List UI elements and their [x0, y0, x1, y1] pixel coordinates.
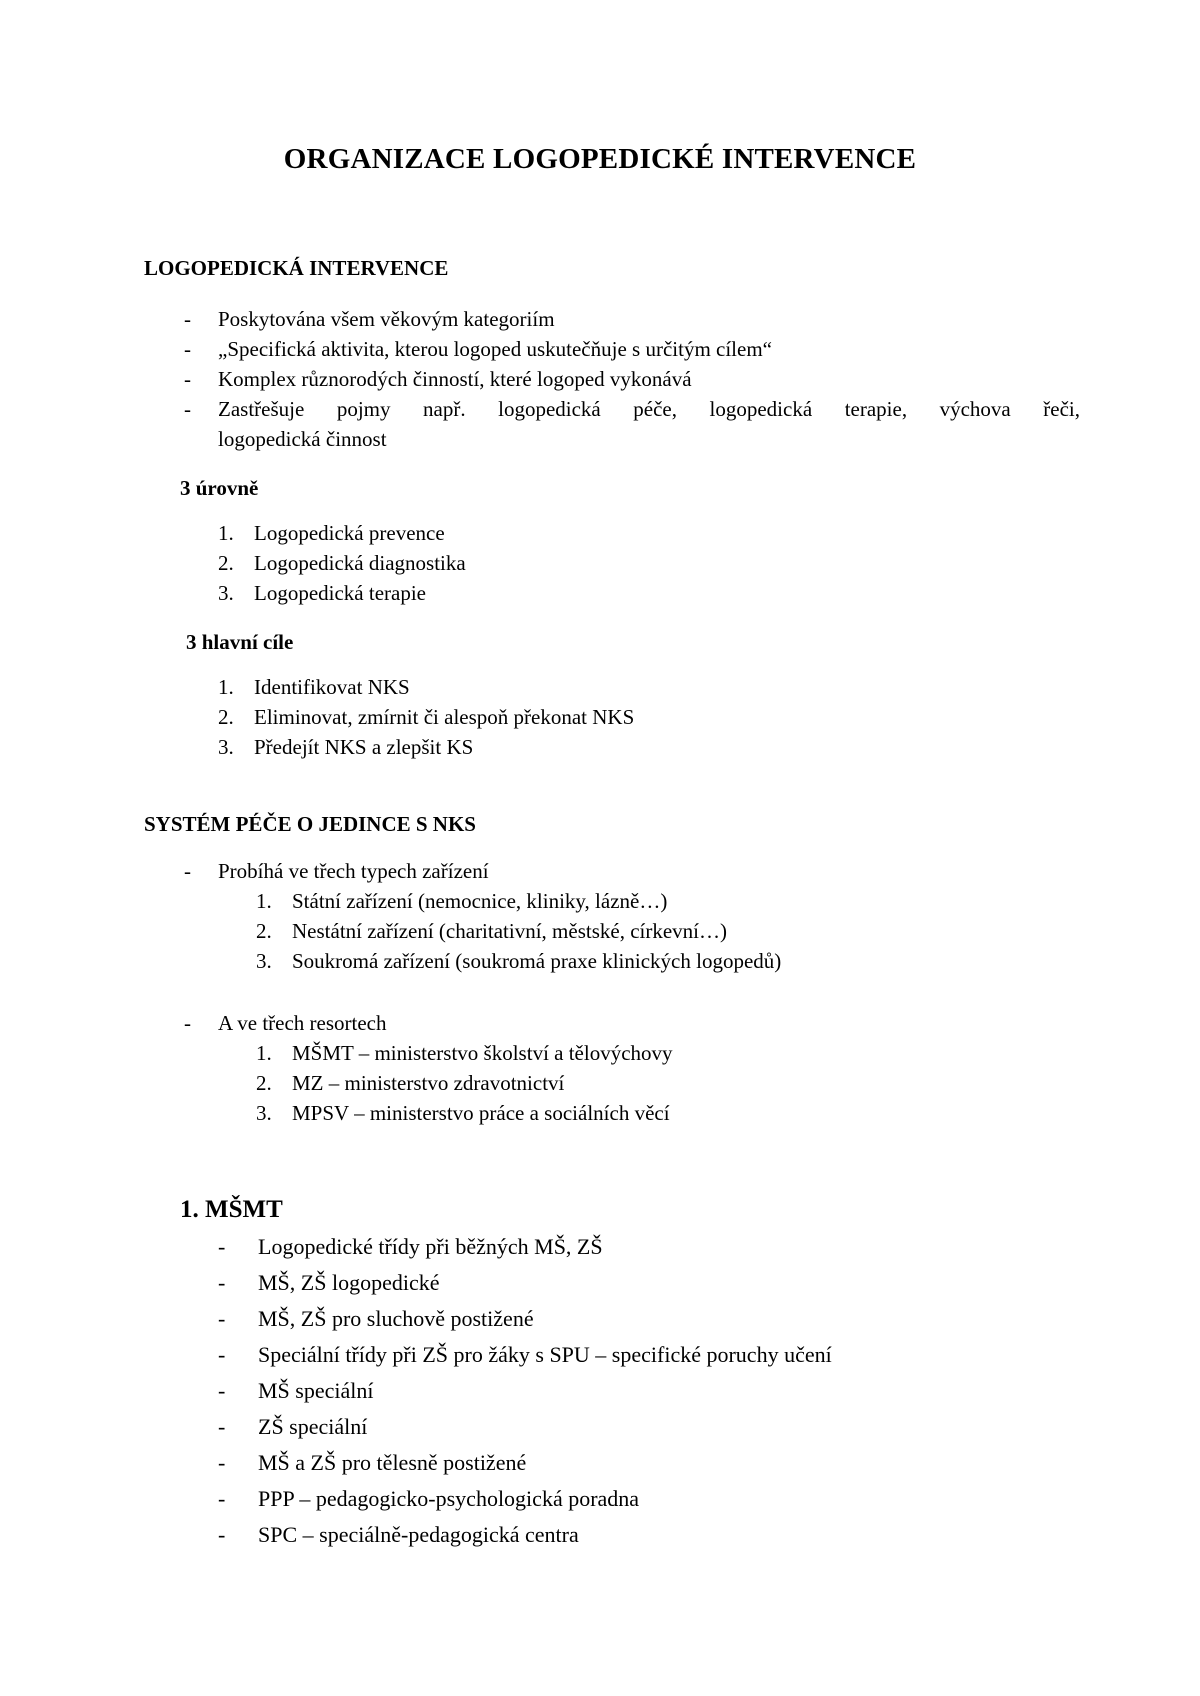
goals-heading: 3 hlavní cíle [186, 630, 294, 654]
bullet-item: A ve třech resortech [218, 1011, 387, 1035]
bullet-item: MŠ a ZŠ pro tělesně postižené [258, 1450, 527, 1475]
list-number: 2. [218, 705, 234, 729]
bullet-item: MŠ, ZŠ logopedické [258, 1270, 440, 1295]
bullet-item: MŠ speciální [258, 1378, 374, 1403]
bullet-item: PPP – pedagogicko-psychologická poradna [258, 1486, 640, 1511]
bullet-marker: - [184, 307, 191, 331]
bullet-item: Zastřešuje pojmy např. logopedická péče, logopedická terapie, výchova řeči, [218, 397, 1080, 421]
levels-heading: 3 úrovně [180, 476, 259, 500]
bullet-marker: - [218, 1378, 226, 1403]
list-item: MPSV – ministerstvo práce a sociálních věcí [292, 1101, 670, 1125]
bullet-item: SPC – speciálně-pedagogická centra [258, 1522, 579, 1547]
list-item: MZ – ministerstvo zdravotnictví [292, 1071, 565, 1095]
list-number: 2. [218, 551, 234, 575]
bullet-marker: - [218, 1522, 226, 1547]
list-number: 3. [218, 581, 234, 605]
bullet-item-continuation: logopedická činnost [218, 427, 387, 451]
section-heading-msmt: 1. MŠMT [180, 1196, 283, 1223]
bullet-marker: - [184, 397, 191, 421]
list-number: 2. [256, 1071, 272, 1095]
bullet-marker: - [184, 859, 191, 883]
list-item: Identifikovat NKS [254, 675, 410, 699]
list-number: 1. [256, 889, 272, 913]
bullet-marker: - [184, 337, 191, 361]
list-item: Předejít NKS a zlepšit KS [254, 735, 474, 759]
bullet-item: ZŠ speciální [258, 1414, 368, 1439]
list-item: Nestátní zařízení (charitativní, městské, církevní…) [292, 919, 728, 943]
bullet-item: Logopedické třídy při běžných MŠ, ZŠ [258, 1234, 603, 1259]
bullet-item: Poskytována všem věkovým kategoriím [218, 307, 555, 331]
bullet-marker: - [218, 1450, 226, 1475]
list-item: MŠMT – ministerstvo školství a tělovýchovy [292, 1041, 673, 1065]
bullet-item: Komplex různorodých činností, které logoped vykonává [218, 367, 692, 391]
section-heading-logopedicka-intervence: LOGOPEDICKÁ INTERVENCE [144, 256, 449, 280]
list-number: 3. [218, 735, 234, 759]
bullet-marker: - [218, 1486, 226, 1511]
document-title: ORGANIZACE LOGOPEDICKÉ INTERVENCE [283, 143, 917, 175]
bullet-marker: - [218, 1342, 226, 1367]
list-number: 1. [256, 1041, 272, 1065]
bullet-marker: - [218, 1234, 226, 1259]
list-number: 1. [218, 675, 234, 699]
bullet-marker: - [218, 1306, 226, 1331]
list-number: 1. [218, 521, 234, 545]
bullet-item: MŠ, ZŠ pro sluchově postižené [258, 1306, 534, 1331]
bullet-item: Speciální třídy při ZŠ pro žáky s SPU – specifické poruchy učení [258, 1342, 832, 1367]
list-number: 3. [256, 949, 272, 973]
list-item: Eliminovat, zmírnit či alespoň překonat NKS [254, 705, 635, 729]
list-item: Logopedická prevence [254, 521, 445, 545]
list-item: Logopedická terapie [254, 581, 426, 605]
list-item: Soukromá zařízení (soukromá praxe klinických logopedů) [292, 949, 782, 973]
bullet-item: „Specifická aktivita, kterou logoped uskutečňuje s určitým cílem“ [218, 337, 772, 361]
list-number: 2. [256, 919, 272, 943]
bullet-marker: - [218, 1414, 226, 1439]
list-number: 3. [256, 1101, 272, 1125]
bullet-marker: - [184, 1011, 191, 1035]
list-item: Logopedická diagnostika [254, 551, 466, 575]
bullet-item: Probíhá ve třech typech zařízení [218, 859, 489, 883]
bullet-marker: - [184, 367, 191, 391]
section-heading-system-pece: SYSTÉM PÉČE O JEDINCE S NKS [144, 812, 476, 836]
list-item: Státní zařízení (nemocnice, kliniky, lázně…) [292, 889, 668, 913]
bullet-marker: - [218, 1270, 226, 1295]
